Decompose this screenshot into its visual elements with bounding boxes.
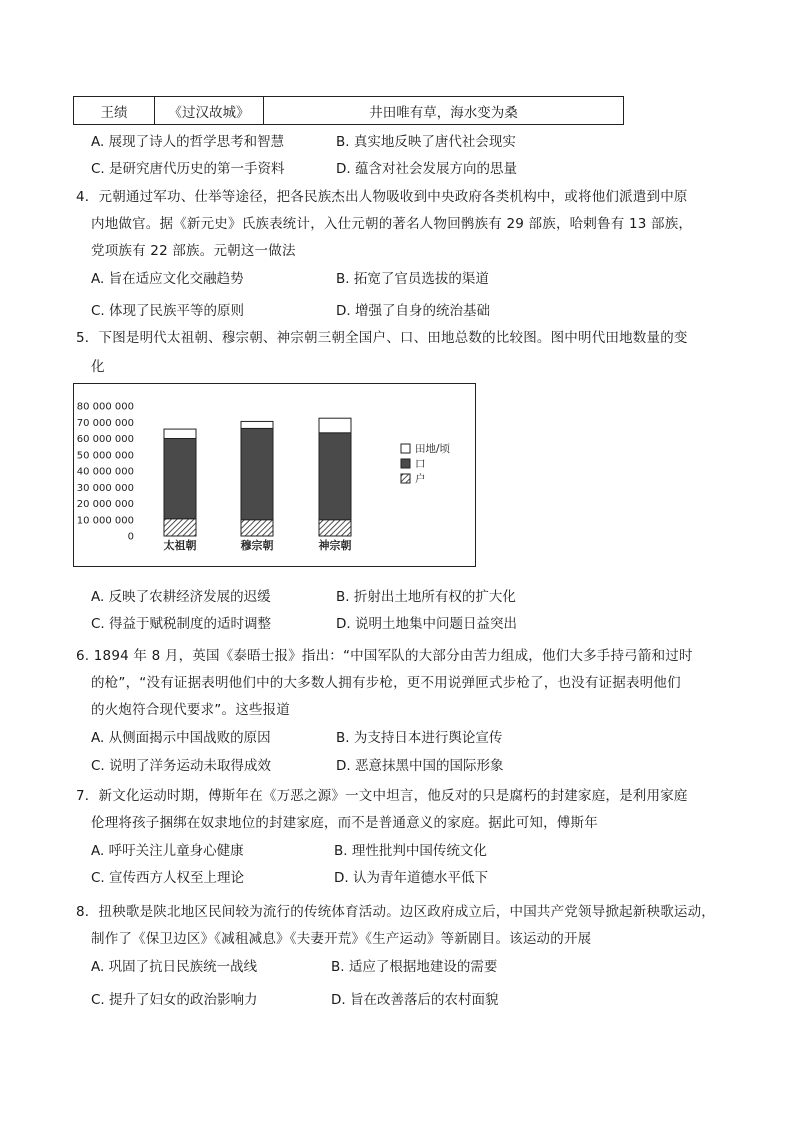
q7-option-a: A. 呼吁关注儿童身心健康	[91, 843, 244, 859]
q4-stem-line-3: 党项族有 22 部族。元朝这一做法	[91, 243, 296, 259]
q5-option-b: B. 折射出土地所有权的扩大化	[336, 589, 516, 605]
q8-option-c: C. 提升了妇女的政治影响力	[91, 992, 258, 1008]
q6-stem-line-3: 的火炮符合现代要求”。这些报道	[91, 702, 290, 718]
q4-stem-line-2: 内地做官。据《新元史》氏族表统计，入仕元朝的著名人物回鹘族有 29 部族，哈剌鲁有 13 部族，	[91, 216, 693, 232]
x-category-label: 穆宗朝	[240, 539, 274, 552]
q7-stem-line-1: 7．新文化运动时期，傅斯年在《万恶之源》一文中坦言，他反对的只是腐朽的封建家庭，是利用家庭	[76, 788, 688, 804]
legend-swatch	[401, 444, 410, 453]
x-axis-labels	[164, 538, 352, 552]
q6-option-d: D. 恶意抹黑中国的国际形象	[336, 758, 504, 774]
q6-stem-line-2: 的枪”，“没有证据表明他们中的大多数人拥有步枪，更不用说弹匣式步枪了，也没有证据表明他们	[91, 675, 681, 691]
q6-stem-line-1: 6. 1894 年 8 月，英国《泰晤士报》指出：“中国军队的大部分由苦力组成，他们大多手持弓箭和过时	[76, 648, 693, 664]
y-tick-label: 20 000 000	[76, 499, 134, 510]
bar-segment-kou	[241, 428, 273, 519]
q4-option-c: C. 体现了民族平等的原则	[91, 303, 245, 319]
q3-option-c: C. 是研究唐代历史的第一手资料	[91, 161, 285, 177]
q5-stem-line-1: 5．下图是明代太祖朝、穆宗朝、神宗朝三朝全国户、口、田地总数的比较图。图中明代田地数量的变	[76, 330, 688, 346]
q5-stem-line-2: 化	[91, 359, 105, 375]
table-row	[74, 97, 624, 125]
y-tick-label: 60 000 000	[76, 434, 134, 445]
y-tick-label: 50 000 000	[76, 450, 134, 462]
bar-segment-hu	[241, 520, 273, 536]
q5-option-d: D. 说明土地集中问题日益突出	[336, 616, 517, 632]
bar-segment-kou	[164, 439, 196, 519]
y-tick-label: 0	[127, 531, 134, 543]
q6-option-c: C. 说明了洋务运动未取得成效	[91, 758, 272, 774]
legend-label: 田地/顷	[415, 443, 451, 455]
x-category-label: 神宗朝	[318, 539, 352, 552]
y-axis	[77, 402, 134, 543]
q7-option-d: D. 认为青年道德水平低下	[334, 870, 488, 886]
q3-option-d: D. 蕴含对社会发展方向的思量	[336, 161, 517, 177]
y-tick-label: 30 000 000	[76, 482, 134, 494]
q4-stem-line-1: 4．元朝通过军功、仕举等途径，把各民族杰出人物吸收到中央政府各类机构中，或将他们派遣到中原	[76, 189, 688, 205]
q8-option-b: B. 适应了根据地建设的需要	[331, 959, 498, 975]
poem-title-cell: 《过汉故城》	[155, 97, 264, 125]
legend-swatch	[401, 474, 410, 483]
q5-option-a: A. 反映了农耕经济发展的迟缓	[91, 589, 271, 605]
poem-line-cell: 井田唯有草，海水变为桑	[264, 97, 624, 125]
poem-author-cell: 王绩	[74, 97, 155, 125]
x-category-label: 太祖朝	[163, 539, 197, 552]
q7-option-b: B. 理性批判中国传统文化	[334, 843, 487, 859]
bar-segment-tiandi	[164, 429, 196, 438]
chart-svg	[74, 384, 474, 565]
bars	[164, 418, 351, 536]
q7-option-c: C. 宣传西方人权至上理论	[91, 870, 245, 886]
legend-swatch	[401, 459, 410, 468]
q7-stem-line-2: 伦理将孩子捆绑在奴隶地位的封建家庭，而不是普通意义的家庭。据此可知，傅斯年	[91, 815, 598, 831]
y-tick-label: 10 000 000	[76, 515, 134, 527]
q4-option-a: A. 旨在适应文化交融趋势	[91, 271, 244, 287]
q8-option-d: D. 旨在改善落后的农村面貌	[331, 992, 499, 1008]
bar-segment-kou	[319, 433, 351, 520]
q3-option-b: B. 真实地反映了唐代社会现实	[336, 134, 516, 150]
bar-segment-tiandi	[319, 418, 351, 433]
q6-option-a: A. 从侧面揭示中国战败的原因	[91, 730, 271, 746]
q3-option-a: A. 展现了诗人的哲学思考和智慧	[91, 134, 285, 150]
q8-stem-line-1: 8．扭秧歌是陕北地区民间较为流行的传统体育活动。边区政府成立后，中国共产党领导掀起新秧歌运动，	[76, 904, 715, 920]
bar-segment-hu	[164, 519, 196, 536]
y-tick-label: 40 000 000	[76, 466, 134, 478]
poem-table	[73, 96, 624, 125]
q8-option-a: A. 巩固了抗日民族统一战线	[91, 959, 258, 975]
legend-label: 口	[415, 458, 426, 470]
q4-option-b: B. 拓宽了官员选拔的渠道	[336, 271, 489, 287]
ming-census-chart	[73, 383, 476, 567]
q6-option-b: B. 为支持日本进行舆论宣传	[336, 730, 503, 746]
legend-label: 户	[415, 473, 426, 485]
bar-segment-tiandi	[241, 421, 273, 428]
q4-option-d: D. 增强了自身的统治基础	[336, 303, 490, 319]
y-tick-label: 70 000 000	[76, 417, 134, 429]
bar-segment-hu	[319, 520, 351, 536]
q8-stem-line-2: 制作了《保卫边区》《减租减息》《夫妻开荒》《生产运动》等新剧目。该运动的开展	[91, 931, 592, 947]
q5-option-c: C. 得益于赋税制度的适时调整	[91, 616, 272, 632]
y-tick-label: 80 000 000	[76, 401, 134, 413]
legend	[401, 442, 451, 485]
